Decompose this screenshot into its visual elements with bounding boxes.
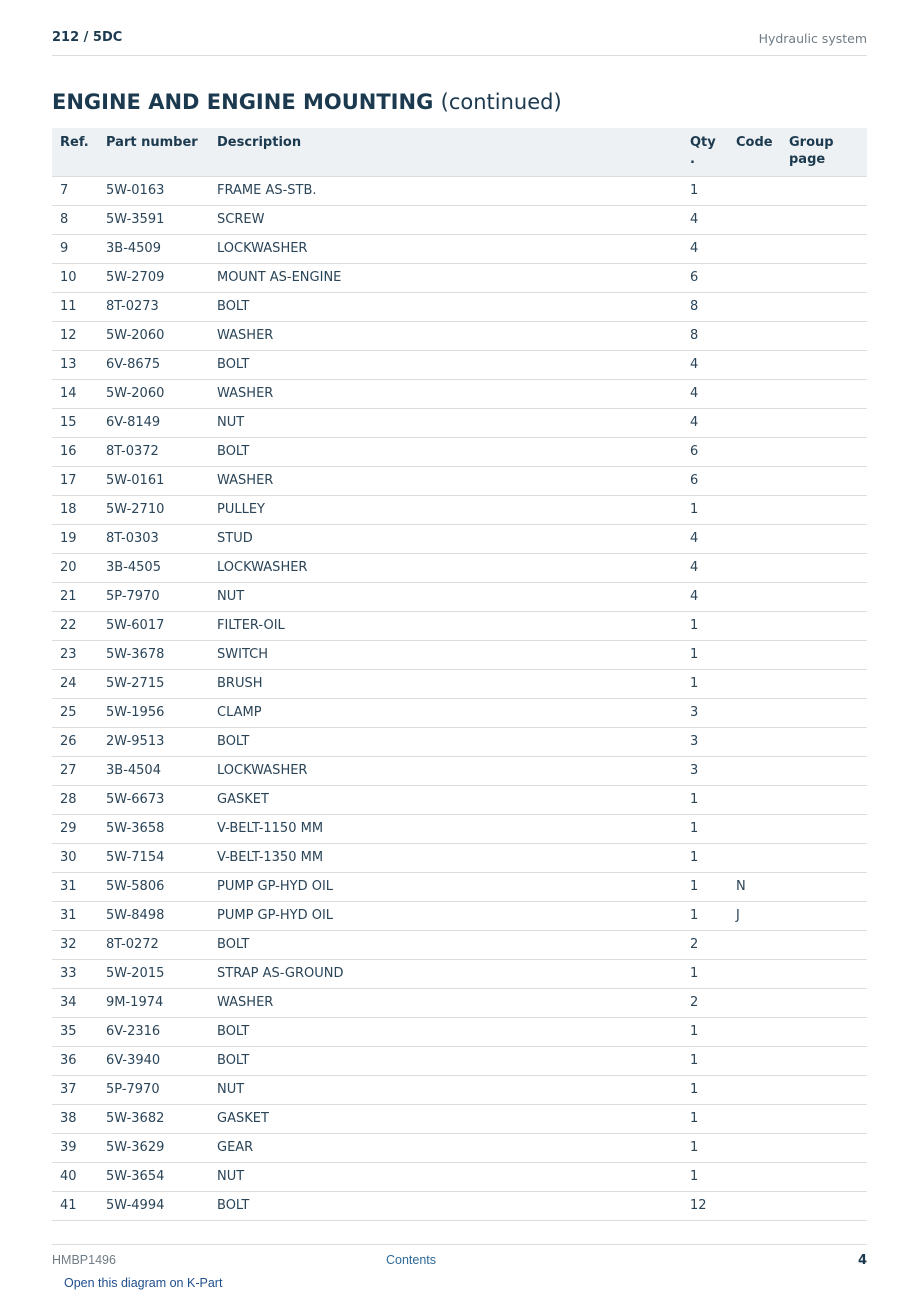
parts-table-body (52, 177, 867, 1221)
group-page-cell (781, 1076, 867, 1105)
table-header-row (52, 128, 867, 177)
group-page-cell (781, 931, 867, 960)
qty-cell: 1 (682, 1105, 728, 1134)
part-number-cell: 5W-0161 (98, 467, 209, 496)
section-name: Hydraulic system (758, 31, 867, 46)
description-cell: BOLT (209, 293, 682, 322)
description-cell: WASHER (209, 989, 682, 1018)
description-cell: PUMP GP-HYD OIL (209, 873, 682, 902)
group-page-cell (781, 670, 867, 699)
qty-cell: 1 (682, 873, 728, 902)
code-cell (728, 1105, 781, 1134)
table-row (52, 844, 867, 873)
ref-cell: 15 (52, 409, 98, 438)
open-diagram-link[interactable]: Open this diagram on K-Part (64, 1276, 223, 1290)
part-number-cell: 6V-8675 (98, 351, 209, 380)
part-number-cell: 2W-9513 (98, 728, 209, 757)
part-number-cell: 8T-0273 (98, 293, 209, 322)
group-page-cell (781, 699, 867, 728)
ref-cell: 40 (52, 1163, 98, 1192)
table-row (52, 1076, 867, 1105)
col-header-part-number: Part number (98, 128, 209, 177)
page-number: 4 (857, 1253, 867, 1268)
table-row (52, 873, 867, 902)
ref-cell: 14 (52, 380, 98, 409)
group-page-cell (781, 525, 867, 554)
qty-cell: 1 (682, 670, 728, 699)
qty-cell: 1 (682, 496, 728, 525)
description-cell: BOLT (209, 1047, 682, 1076)
part-number-cell: 3B-4504 (98, 757, 209, 786)
qty-cell: 4 (682, 583, 728, 612)
group-page-cell (781, 786, 867, 815)
code-cell (728, 670, 781, 699)
code-cell (728, 525, 781, 554)
ref-cell: 36 (52, 1047, 98, 1076)
ref-cell: 38 (52, 1105, 98, 1134)
group-page-cell (781, 351, 867, 380)
code-cell: N (728, 873, 781, 902)
group-page-cell (781, 757, 867, 786)
part-number-cell: 8T-0272 (98, 931, 209, 960)
group-page-cell (781, 989, 867, 1018)
code-cell (728, 989, 781, 1018)
group-page-cell (781, 583, 867, 612)
qty-cell: 1 (682, 1134, 728, 1163)
description-cell: PULLEY (209, 496, 682, 525)
ref-cell: 13 (52, 351, 98, 380)
group-page-cell (781, 641, 867, 670)
contents-link[interactable]: Contents (386, 1253, 437, 1267)
description-cell: BOLT (209, 438, 682, 467)
part-number-cell: 5P-7970 (98, 1076, 209, 1105)
description-cell: BOLT (209, 351, 682, 380)
ref-cell: 35 (52, 1018, 98, 1047)
part-number-cell: 5W-8498 (98, 902, 209, 931)
table-row (52, 351, 867, 380)
ref-cell: 26 (52, 728, 98, 757)
description-cell: SCREW (209, 206, 682, 235)
description-cell: GASKET (209, 1105, 682, 1134)
ref-cell: 11 (52, 293, 98, 322)
description-cell: PUMP GP-HYD OIL (209, 902, 682, 931)
description-cell: V-BELT-1150 MM (209, 815, 682, 844)
table-row (52, 815, 867, 844)
qty-cell: 4 (682, 409, 728, 438)
table-row (52, 1163, 867, 1192)
part-number-cell: 8T-0372 (98, 438, 209, 467)
description-cell: BOLT (209, 1018, 682, 1047)
ref-cell: 30 (52, 844, 98, 873)
code-cell (728, 960, 781, 989)
code-cell (728, 235, 781, 264)
ref-cell: 8 (52, 206, 98, 235)
code-cell (728, 1047, 781, 1076)
description-cell: WASHER (209, 467, 682, 496)
ref-cell: 10 (52, 264, 98, 293)
group-page-cell (781, 409, 867, 438)
qty-cell: 6 (682, 264, 728, 293)
code-cell (728, 409, 781, 438)
group-page-cell (781, 902, 867, 931)
table-row (52, 670, 867, 699)
table-row (52, 757, 867, 786)
description-cell: BOLT (209, 728, 682, 757)
col-header-description: Description (209, 128, 682, 177)
title-main: ENGINE AND ENGINE MOUNTING (52, 90, 434, 114)
code-cell (728, 264, 781, 293)
part-number-cell: 5W-3654 (98, 1163, 209, 1192)
ref-cell: 41 (52, 1192, 98, 1221)
table-row (52, 438, 867, 467)
group-page-cell (781, 1018, 867, 1047)
qty-cell: 8 (682, 293, 728, 322)
page-footer (52, 1244, 867, 1275)
part-number-cell: 3B-4509 (98, 235, 209, 264)
part-number-cell: 5W-3658 (98, 815, 209, 844)
qty-cell: 8 (682, 322, 728, 351)
description-cell: STRAP AS-GROUND (209, 960, 682, 989)
part-number-cell: 6V-3940 (98, 1047, 209, 1076)
description-cell: FRAME AS-STB. (209, 177, 682, 206)
code-cell (728, 728, 781, 757)
ref-cell: 32 (52, 931, 98, 960)
qty-cell: 6 (682, 467, 728, 496)
table-row (52, 960, 867, 989)
part-number-cell: 5W-2060 (98, 380, 209, 409)
group-page-cell (781, 206, 867, 235)
description-cell: GASKET (209, 786, 682, 815)
qty-cell: 1 (682, 1076, 728, 1105)
description-cell: BOLT (209, 1192, 682, 1221)
code-cell (728, 351, 781, 380)
code-cell: J (728, 902, 781, 931)
table-row (52, 1047, 867, 1076)
qty-cell: 1 (682, 960, 728, 989)
ref-cell: 23 (52, 641, 98, 670)
ref-cell: 12 (52, 322, 98, 351)
table-row (52, 206, 867, 235)
code-cell (728, 1018, 781, 1047)
group-page-cell (781, 844, 867, 873)
description-cell: SWITCH (209, 641, 682, 670)
group-page-cell (781, 438, 867, 467)
part-number-cell: 5W-6673 (98, 786, 209, 815)
code-cell (728, 1134, 781, 1163)
group-page-cell (781, 1047, 867, 1076)
group-page-cell (781, 1105, 867, 1134)
description-cell: STUD (209, 525, 682, 554)
part-number-cell: 5W-2710 (98, 496, 209, 525)
group-page-cell (781, 815, 867, 844)
code-cell (728, 815, 781, 844)
table-row (52, 902, 867, 931)
document-id: HMBP1496 (52, 1253, 116, 1267)
qty-cell: 1 (682, 844, 728, 873)
table-row (52, 1192, 867, 1221)
qty-cell: 4 (682, 380, 728, 409)
qty-cell: 1 (682, 177, 728, 206)
group-page-cell (781, 496, 867, 525)
description-cell: WASHER (209, 322, 682, 351)
part-number-cell: 5P-7970 (98, 583, 209, 612)
qty-cell: 1 (682, 902, 728, 931)
title-suffix: (continued) (440, 90, 562, 114)
description-cell: V-BELT-1350 MM (209, 844, 682, 873)
code-cell (728, 786, 781, 815)
description-cell: BOLT (209, 931, 682, 960)
col-header-group-page: Group page (781, 128, 867, 177)
part-number-cell: 5W-3629 (98, 1134, 209, 1163)
group-page-cell (781, 960, 867, 989)
table-row (52, 409, 867, 438)
table-row (52, 293, 867, 322)
part-number-cell: 5W-3682 (98, 1105, 209, 1134)
part-number-cell: 9M-1974 (98, 989, 209, 1018)
group-page-cell (781, 264, 867, 293)
group-page-cell (781, 467, 867, 496)
group-page-cell (781, 235, 867, 264)
group-page-cell (781, 380, 867, 409)
description-cell: LOCKWASHER (209, 554, 682, 583)
ref-cell: 21 (52, 583, 98, 612)
table-row (52, 496, 867, 525)
group-page-cell (781, 612, 867, 641)
ref-cell: 27 (52, 757, 98, 786)
code-cell (728, 1163, 781, 1192)
code-cell (728, 554, 781, 583)
table-row (52, 525, 867, 554)
group-page-cell (781, 1192, 867, 1221)
ref-cell: 33 (52, 960, 98, 989)
code-cell (728, 1076, 781, 1105)
table-row (52, 380, 867, 409)
table-row (52, 554, 867, 583)
part-number-cell: 5W-1956 (98, 699, 209, 728)
table-row (52, 1134, 867, 1163)
ref-cell: 31 (52, 873, 98, 902)
page-header (52, 28, 867, 56)
code-cell (728, 438, 781, 467)
code-cell (728, 583, 781, 612)
code-cell (728, 699, 781, 728)
part-number-cell: 5W-2015 (98, 960, 209, 989)
table-row (52, 612, 867, 641)
part-number-cell: 3B-4505 (98, 554, 209, 583)
qty-cell: 4 (682, 554, 728, 583)
part-number-cell: 5W-7154 (98, 844, 209, 873)
description-cell: LOCKWASHER (209, 235, 682, 264)
group-page-cell (781, 554, 867, 583)
description-cell: NUT (209, 1076, 682, 1105)
group-page-cell (781, 293, 867, 322)
part-number-cell: 5W-2060 (98, 322, 209, 351)
table-row (52, 177, 867, 206)
qty-cell: 3 (682, 728, 728, 757)
ref-cell: 16 (52, 438, 98, 467)
code-cell (728, 931, 781, 960)
qty-cell: 4 (682, 351, 728, 380)
code-cell (728, 293, 781, 322)
description-cell: NUT (209, 1163, 682, 1192)
col-header-ref: Ref. (52, 128, 98, 177)
ref-cell: 19 (52, 525, 98, 554)
part-number-cell: 5W-2709 (98, 264, 209, 293)
ref-cell: 9 (52, 235, 98, 264)
qty-cell: 4 (682, 206, 728, 235)
qty-cell: 4 (682, 235, 728, 264)
part-number-cell: 6V-2316 (98, 1018, 209, 1047)
code-cell (728, 757, 781, 786)
part-number-cell: 5W-6017 (98, 612, 209, 641)
part-number-cell: 5W-5806 (98, 873, 209, 902)
part-number-cell: 5W-3678 (98, 641, 209, 670)
table-row (52, 467, 867, 496)
group-page-cell (781, 1134, 867, 1163)
page-reference: 212 / 5DC (52, 30, 123, 45)
qty-cell: 3 (682, 757, 728, 786)
ref-cell: 34 (52, 989, 98, 1018)
col-header-qty: Qty . (682, 128, 728, 177)
table-row (52, 728, 867, 757)
code-cell (728, 1192, 781, 1221)
qty-cell: 1 (682, 612, 728, 641)
table-row (52, 989, 867, 1018)
part-number-cell: 5W-4994 (98, 1192, 209, 1221)
qty-cell: 1 (682, 641, 728, 670)
ref-cell: 28 (52, 786, 98, 815)
description-cell: NUT (209, 583, 682, 612)
group-page-cell (781, 322, 867, 351)
group-page-cell (781, 1163, 867, 1192)
code-cell (728, 844, 781, 873)
table-row (52, 1018, 867, 1047)
parts-table (52, 128, 867, 1221)
ref-cell: 39 (52, 1134, 98, 1163)
description-cell: MOUNT AS-ENGINE (209, 264, 682, 293)
description-cell: BRUSH (209, 670, 682, 699)
ref-cell: 37 (52, 1076, 98, 1105)
ref-cell: 18 (52, 496, 98, 525)
ref-cell: 17 (52, 467, 98, 496)
description-cell: CLAMP (209, 699, 682, 728)
code-cell (728, 496, 781, 525)
table-row (52, 699, 867, 728)
part-number-cell: 5W-2715 (98, 670, 209, 699)
part-number-cell: 5W-0163 (98, 177, 209, 206)
description-cell: GEAR (209, 1134, 682, 1163)
qty-cell: 4 (682, 525, 728, 554)
table-row (52, 235, 867, 264)
qty-cell: 2 (682, 931, 728, 960)
ref-cell: 24 (52, 670, 98, 699)
table-row (52, 583, 867, 612)
description-cell: FILTER-OIL (209, 612, 682, 641)
table-row (52, 786, 867, 815)
table-row (52, 264, 867, 293)
code-cell (728, 467, 781, 496)
table-row (52, 322, 867, 351)
ref-cell: 20 (52, 554, 98, 583)
ref-cell: 22 (52, 612, 98, 641)
qty-cell: 2 (682, 989, 728, 1018)
qty-cell: 1 (682, 815, 728, 844)
ref-cell: 7 (52, 177, 98, 206)
group-page-cell (781, 728, 867, 757)
code-cell (728, 612, 781, 641)
code-cell (728, 206, 781, 235)
group-page-cell (781, 177, 867, 206)
description-cell: NUT (209, 409, 682, 438)
table-row (52, 641, 867, 670)
part-number-cell: 8T-0303 (98, 525, 209, 554)
description-cell: WASHER (209, 380, 682, 409)
page-title (52, 90, 562, 114)
part-number-cell: 5W-3591 (98, 206, 209, 235)
qty-cell: 3 (682, 699, 728, 728)
ref-cell: 31 (52, 902, 98, 931)
qty-cell: 1 (682, 1018, 728, 1047)
code-cell (728, 641, 781, 670)
description-cell: LOCKWASHER (209, 757, 682, 786)
table-row (52, 931, 867, 960)
table-row (52, 1105, 867, 1134)
code-cell (728, 177, 781, 206)
part-number-cell: 6V-8149 (98, 409, 209, 438)
qty-cell: 12 (682, 1192, 728, 1221)
ref-cell: 29 (52, 815, 98, 844)
code-cell (728, 380, 781, 409)
qty-cell: 6 (682, 438, 728, 467)
ref-cell: 25 (52, 699, 98, 728)
qty-cell: 1 (682, 1047, 728, 1076)
col-header-code: Code (728, 128, 781, 177)
group-page-cell (781, 873, 867, 902)
qty-cell: 1 (682, 786, 728, 815)
qty-cell: 1 (682, 1163, 728, 1192)
code-cell (728, 322, 781, 351)
